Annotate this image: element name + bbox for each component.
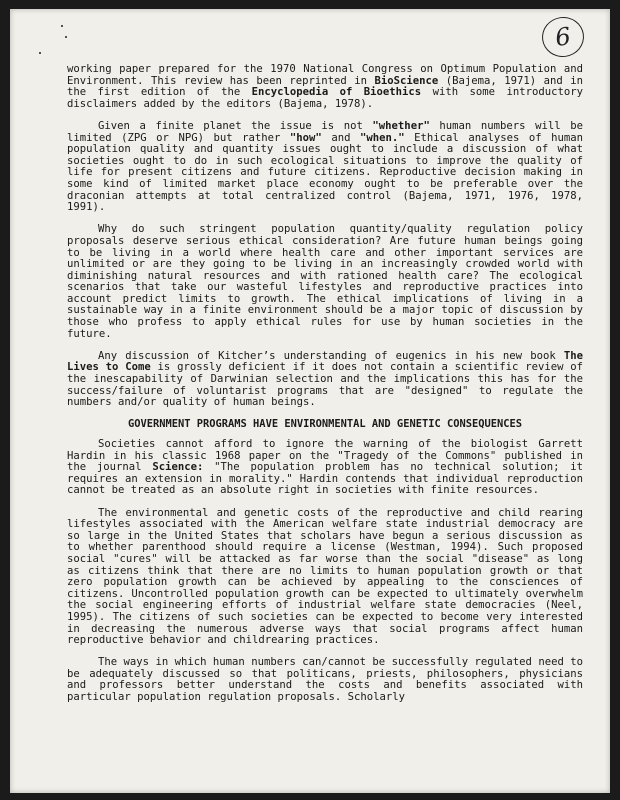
speck-mark [61,25,63,27]
document-page [10,9,610,793]
page-number-text: 6 [553,22,573,52]
section-heading: GOVERNMENT PROGRAMS HAVE ENVIRONMENTAL AND GENETIC CONSEQUENCES [127,418,523,431]
paragraph-2: Given a finite planet the issue is not "whether" human numbers will be limited (ZPG or NPG) but rather "how" and "when." Ethical analyses of human population quality and quantity issues ought to include a discussion of what societies ought to do in such ecological situations to improve the quality of life for present citizens and future citizens. Reproductive decision making in some kind of limited market place economy ought to be preferable over the draconian attempts at total centralized control (Bajema, 1971, 1976, 1978, 1991). [67,119,584,214]
paragraph-4: Any discussion of Kitcher’s understanding of eugenics in his new book The Lives to Come is grossly deficient if it does not contain a scientific review of the inescapability of Darwinian selection and the implications this has for the success/failure of voluntarist programs that are "designed" to regulate the numbers and/or quality of human beings. [67,349,584,409]
paragraph-6: The environmental and genetic costs of the reproductive and child rearing lifestyles associated with the American welfare state industrial democracy are so large in the United States that scholars have begun a serious discussion as to whether parenthood should require a license (Westman, 1994). Such proposed social "cures" will be attacked as far worse than the social "disease" as long as citizens think that there are no limits to human population growth or that zero population growth can be achieved by appealing to the consciences of citizens. Uncontrolled population growth can be expected to ultimately overwhelm the social engineering efforts of industrial welfare state democracies (Neel, 1995). The citizens of such societies can be expected to become very interested in decreasing the numerous adverse ways that social programs affect human reproductive behavior and childrearing practices. [67,506,583,647]
paragraph-1: working paper prepared for the 1970 National Congress on Optimum Population and Environment. This review has been reprinted in BioScience (Bajema, 1971) and in the first edition of the Encyclopedia of Bioethics with some introductory disclaimers added by the editors (Bajema, 1978). [67,63,583,110]
document-body [67,64,583,714]
speck-mark [65,36,67,38]
paragraph-3: Why do such stringent population quantity/quality regulation policy proposals deserve serious ethical consideration? Are future human beings going to be living in a world where health care and other important services are unlimited or are they going to be living in an increasingly crowded world with diminishing natural resources and with rationed health care? The ecological scenarios that take our wasteful lifestyles and reproductive practices into account predict limits to growth. The ethical implications of living in a sustainable way in a finite environment should be a major topic of discussion by those who profess to apply ethical rules for use by human societies in the future. [67,223,583,340]
paragraph-7: The ways in which human numbers can/cannot be successfully regulated need to be adequately discussed so that politicans, priests, philosophers, physicians and professors better understand the costs and benefits associated with particular population regulation proposals. Scholarly [67,656,583,704]
speck-mark [39,52,41,54]
paragraph-5: Societies cannot afford to ignore the warning of the biologist Garrett Hardin in his classic 1968 paper on the "Tragedy of the Commons" published in the journal Science: "The population problem has no technical solution; it requires an extension in morality." Hardin contends that individual reproduction cannot be treated as an absolute right in societies with finite resources. [67,438,583,497]
handwritten-page-number [539,14,586,59]
